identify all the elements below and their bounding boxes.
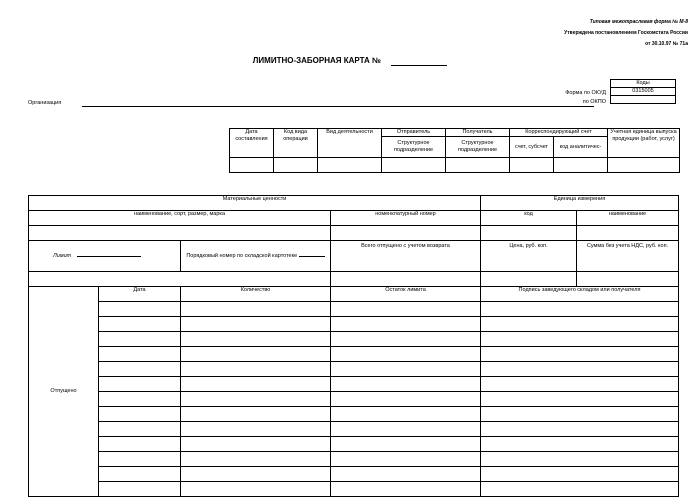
- qty-cell[interactable]: [181, 362, 331, 377]
- table-row[interactable]: [99, 302, 181, 317]
- main-table: [28, 195, 679, 497]
- table-row[interactable]: [99, 362, 181, 377]
- cell-price[interactable]: [481, 272, 577, 287]
- card-number-label: Порядковый номер по складской картотеке: [186, 252, 298, 259]
- cell-name-grade[interactable]: [29, 226, 331, 241]
- card-number-cell: [181, 241, 331, 272]
- sub-analytic: код аналитичес-: [554, 137, 608, 158]
- cell-analytic[interactable]: [554, 158, 608, 173]
- qty-cell[interactable]: [181, 452, 331, 467]
- unit-header: Единица измерения: [481, 196, 679, 211]
- issued-label: Отпущено: [29, 287, 99, 497]
- sign-cell[interactable]: [481, 482, 679, 497]
- qty-cell[interactable]: [181, 302, 331, 317]
- remain-cell[interactable]: [331, 482, 481, 497]
- col-sender-header: Отправитель: [382, 129, 446, 137]
- sign-cell[interactable]: [481, 317, 679, 332]
- cell-nomenclature[interactable]: [331, 226, 481, 241]
- qty-cell[interactable]: [181, 407, 331, 422]
- table-row[interactable]: [99, 407, 181, 422]
- remain-cell[interactable]: [331, 347, 481, 362]
- table-row[interactable]: [99, 317, 181, 332]
- qty-cell[interactable]: [181, 467, 331, 482]
- col-date-header: Дата: [99, 287, 181, 302]
- card-number-input[interactable]: [299, 256, 325, 257]
- total-issued-header: Всего отпущено с учетом возврата: [331, 241, 481, 272]
- sign-cell[interactable]: [481, 392, 679, 407]
- remain-cell[interactable]: [331, 332, 481, 347]
- col-sign-header: Подпись заведующего складом или получателя: [481, 287, 679, 302]
- cell-code[interactable]: [481, 226, 577, 241]
- limit-cell: [29, 241, 181, 272]
- okud-label: Форма по ОКУД: [565, 90, 606, 96]
- materials-header: Материальные ценности: [29, 196, 481, 211]
- cell-receiver[interactable]: [446, 158, 510, 173]
- sum-header: Сумма без учета НДС, руб. коп.: [577, 241, 679, 272]
- sign-cell[interactable]: [481, 467, 679, 482]
- remain-cell[interactable]: [331, 422, 481, 437]
- table-row[interactable]: [99, 437, 181, 452]
- cell-unit[interactable]: [608, 158, 680, 173]
- qty-cell[interactable]: [181, 317, 331, 332]
- qty-cell[interactable]: [181, 437, 331, 452]
- okpo-label: по ОКПО: [582, 99, 606, 105]
- nomenclature-header: номенклатурный номер: [331, 211, 481, 226]
- approval-line: Утверждена постановлением Госкомстата России: [564, 30, 688, 36]
- sub-struct-receiver: Структурное подразделение: [446, 137, 510, 158]
- table-row[interactable]: [99, 452, 181, 467]
- organization-label: Организация: [28, 100, 62, 106]
- sub-struct-sender: Структурное подразделение: [382, 137, 446, 158]
- title-text: ЛИМИТНО-ЗАБОРНАЯ КАРТА №: [252, 56, 381, 65]
- qty-cell[interactable]: [181, 332, 331, 347]
- table-row[interactable]: [99, 347, 181, 362]
- col-op-code-header: Код вида операции: [274, 129, 318, 158]
- sign-cell[interactable]: [481, 407, 679, 422]
- cell-activity[interactable]: [318, 158, 382, 173]
- remain-cell[interactable]: [331, 377, 481, 392]
- unit-name-header: наименование: [577, 211, 679, 226]
- sub-account: счет, субсчет: [510, 137, 554, 158]
- col-date-header: Дата составления: [230, 129, 274, 158]
- qty-cell[interactable]: [181, 377, 331, 392]
- remain-cell[interactable]: [331, 407, 481, 422]
- qty-cell[interactable]: [181, 422, 331, 437]
- codes-table: [610, 79, 676, 104]
- col-remain-header: Остаток лимита: [331, 287, 481, 302]
- blank-row: [29, 272, 331, 287]
- name-grade-header: наименование, сорт, размер, марка: [29, 211, 331, 226]
- sign-cell[interactable]: [481, 437, 679, 452]
- col-unit-header: Учетная единица выпуска продукции (работ, услуг): [608, 129, 680, 158]
- cell-date[interactable]: [230, 158, 274, 173]
- table-row[interactable]: [99, 467, 181, 482]
- sign-cell[interactable]: [481, 422, 679, 437]
- col-corr-account-header: Корреспондирующий счет: [510, 129, 608, 137]
- qty-cell[interactable]: [181, 482, 331, 497]
- col-qty-header: Количество: [181, 287, 331, 302]
- remain-cell[interactable]: [331, 437, 481, 452]
- table-row[interactable]: [99, 377, 181, 392]
- form-type-line: Типовая межотраслевая форма № М-8: [589, 19, 688, 25]
- cell-op-code[interactable]: [274, 158, 318, 173]
- card-number-field[interactable]: [391, 56, 447, 66]
- okpo-value[interactable]: [611, 96, 676, 104]
- col-activity-header: Вид деятельности: [318, 129, 382, 158]
- organization-field[interactable]: [82, 106, 594, 107]
- document-title: [0, 56, 700, 66]
- remain-cell[interactable]: [331, 452, 481, 467]
- sign-cell[interactable]: [481, 452, 679, 467]
- cell-total-issued[interactable]: [331, 272, 481, 287]
- sign-cell[interactable]: [481, 347, 679, 362]
- remain-cell[interactable]: [331, 467, 481, 482]
- sign-cell[interactable]: [481, 302, 679, 317]
- form-header: [564, 17, 688, 50]
- operations-table: [229, 128, 680, 173]
- limit-field[interactable]: [77, 256, 141, 257]
- sign-cell[interactable]: [481, 362, 679, 377]
- price-header: Цена, руб. коп.: [481, 241, 577, 272]
- remain-cell[interactable]: [331, 362, 481, 377]
- qty-cell[interactable]: [181, 347, 331, 362]
- sign-cell[interactable]: [481, 332, 679, 347]
- table-row[interactable]: [99, 482, 181, 497]
- code-header: код: [481, 211, 577, 226]
- table-row[interactable]: [99, 422, 181, 437]
- remain-cell[interactable]: [331, 302, 481, 317]
- remain-cell[interactable]: [331, 392, 481, 407]
- table-row[interactable]: [99, 392, 181, 407]
- codes-header: Коды: [611, 80, 676, 88]
- cell-unit-name[interactable]: [577, 226, 679, 241]
- okud-value[interactable]: 0315005: [611, 88, 676, 96]
- table-row[interactable]: [99, 332, 181, 347]
- remain-cell[interactable]: [331, 317, 481, 332]
- sign-cell[interactable]: [481, 377, 679, 392]
- approval-date-line: от 30.10.97 № 71а: [645, 41, 688, 47]
- col-receiver-header: Получатель: [446, 129, 510, 137]
- cell-sender[interactable]: [382, 158, 446, 173]
- cell-sum[interactable]: [577, 272, 679, 287]
- qty-cell[interactable]: [181, 392, 331, 407]
- cell-account[interactable]: [510, 158, 554, 173]
- limit-label: Лимит: [53, 252, 72, 259]
